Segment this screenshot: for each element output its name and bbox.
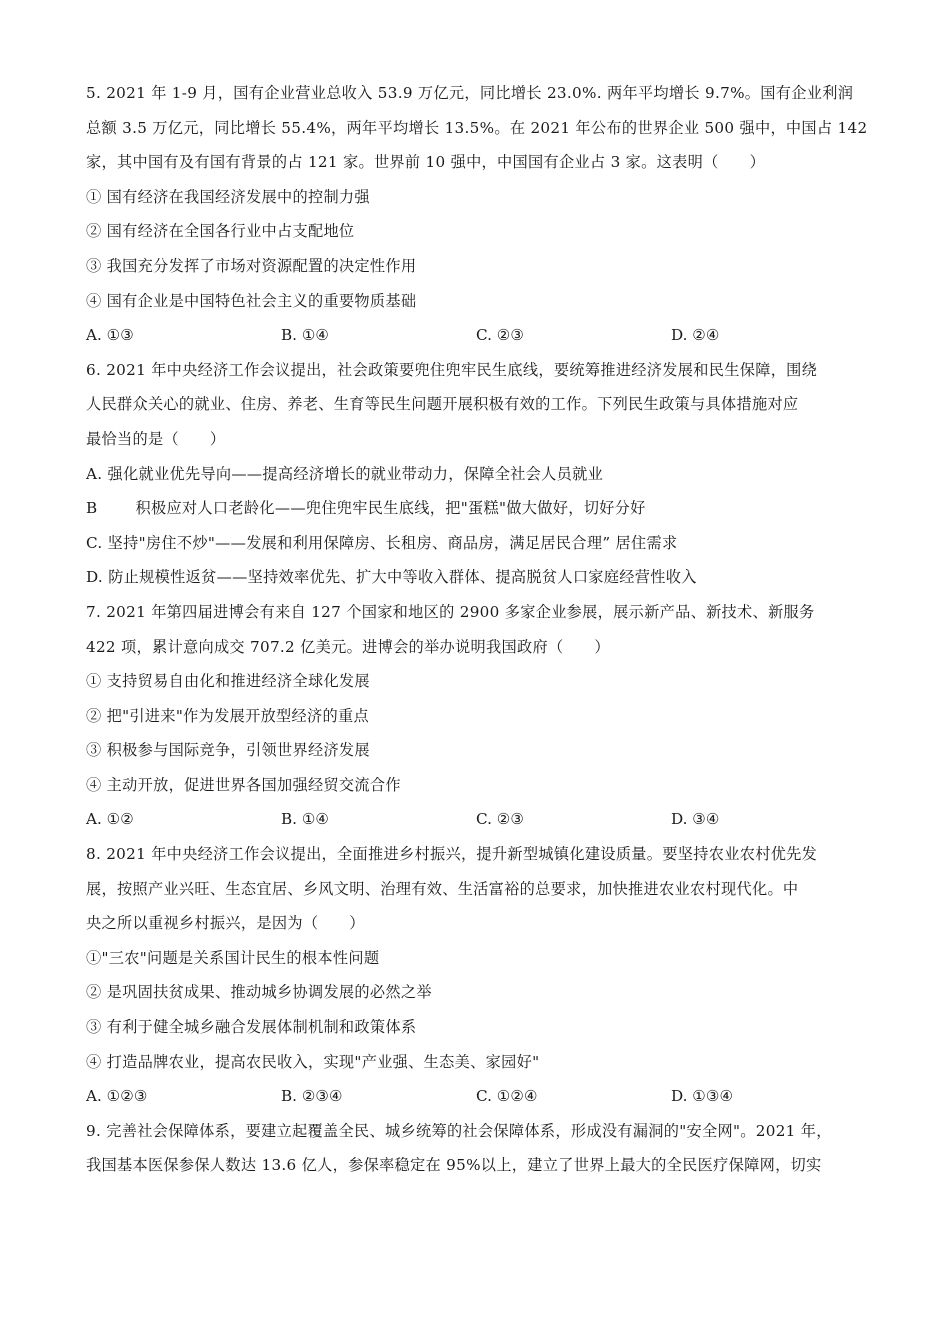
question-7-stem-line: 7. 2021 年第四届进博会有来自 127 个国家和地区的 2900 多家企业参展，展示新产品、新技术、新服务: [86, 602, 815, 621]
question-5-item: ② 国有经济在全国各行业中占支配地位: [86, 222, 355, 241]
question-8-stem-line: 央之所以重视乡村振兴，是因为（ ）: [86, 914, 365, 933]
option-c: C. ②③: [476, 810, 524, 829]
option-a: A. 强化就业优先导向——提高经济增长的就业带动力，保障全社会人员就业: [86, 464, 604, 483]
question-8-item: ② 是巩固扶贫成果、推动城乡协调发展的必然之举: [86, 983, 432, 1002]
question-8-options: [86, 1079, 866, 1114]
question-9-stem-line: 我国基本医保参保人数达 13.6 亿人，参保率稳定在 95%以上，建立了世界上最大的全民医疗保障网，切实: [86, 1156, 822, 1175]
question-8-item: ④ 打造品牌农业，提高农民收入，实现"产业强、生态美、家园好": [86, 1052, 540, 1071]
option-a: A. ①③: [86, 326, 134, 345]
question-7-item: ③ 积极参与国际竞争，引领世界经济发展: [86, 741, 370, 760]
option-c: C. 坚持"房住不炒"——发展和利用保障房、长租房、商品房，满足居民合理” 居住需求: [86, 533, 678, 552]
question-5-item: ① 国有经济在我国经济发展中的控制力强: [86, 187, 370, 206]
exam-page: [86, 76, 866, 1183]
question-5-stem-line: 家，其中国有及有国有背景的占 121 家。世界前 10 强中，中国国有企业占 3 家。这表明（ ）: [86, 153, 766, 172]
question-5-stem-line: 5. 2021 年 1-9 月，国有企业营业总收入 53.9 万亿元，同比增长 23.0%. 两年平均增长 9.7%。国有企业利润: [86, 84, 854, 102]
question-8-stem-line: 展，按照产业兴旺、生态宜居、乡风文明、治理有效、生活富裕的总要求，加快推进农业农村现代化。中: [86, 879, 799, 898]
question-9-stem-line: 9. 完善社会保障体系，要建立起覆盖全民、城乡统筹的社会保障体系，形成没有漏洞的"安全网"。2021 年，: [86, 1121, 832, 1140]
option-b-letter: B: [86, 499, 98, 518]
option-c: C. ②③: [476, 326, 524, 345]
question-5-stem-line: 总额 3.5 万亿元，同比增长 55.4%，两年平均增长 13.5%。在 2021 年公布的世界企业 500 强中，中国占 142: [86, 118, 868, 137]
question-5: [86, 76, 866, 353]
question-8: [86, 837, 866, 1114]
question-9: [86, 1114, 866, 1183]
question-5-item: ④ 国有企业是中国特色社会主义的重要物质基础: [86, 291, 417, 310]
question-7-item: ① 支持贸易自由化和推进经济全球化发展: [86, 672, 370, 691]
question-6: [86, 353, 866, 595]
option-b: B. ①④: [281, 810, 330, 829]
question-5-item: ③ 我国充分发挥了市场对资源配置的决定性作用: [86, 256, 417, 275]
question-7: [86, 595, 866, 837]
option-b: [86, 491, 866, 526]
option-d: D. ③④: [671, 810, 720, 829]
question-6-stem-line: 最恰当的是（ ）: [86, 429, 226, 448]
question-8-stem-line: 8. 2021 年中央经济工作会议提出，全面推进乡村振兴，提升新型城镇化建设质量。要坚持农业农村优先发: [86, 845, 818, 864]
question-6-stem-line: 人民群众关心的就业、住房、养老、生育等民生问题开展积极有效的工作。下列民生政策与具体措施对应: [86, 395, 799, 414]
option-c: C. ①②④: [476, 1087, 538, 1106]
option-d: D. ①③④: [671, 1087, 734, 1106]
question-7-item: ② 把"引进来"作为发展开放型经济的重点: [86, 706, 369, 725]
question-7-stem-line: 422 项，累计意向成交 707.2 亿美元。进博会的举办说明我国政府（ ）: [86, 637, 610, 656]
question-6-stem-line: 6. 2021 年中央经济工作会议提出，社会政策要兜住兜牢民生底线，要统筹推进经济发展和民生保障，围绕: [86, 360, 818, 379]
option-d: D. 防止规模性返贫——坚持效率优先、扩大中等收入群体、提高脱贫人口家庭经营性收入: [86, 568, 697, 587]
option-b: B. ①④: [281, 326, 330, 345]
question-5-options: [86, 318, 866, 353]
option-a: A. ①②③: [86, 1087, 148, 1106]
option-b: B. ②③④: [281, 1087, 343, 1106]
question-7-options: [86, 802, 866, 837]
question-8-item: ③ 有利于健全城乡融合发展体制机制和政策体系: [86, 1018, 417, 1037]
question-7-item: ④ 主动开放，促进世界各国加强经贸交流合作: [86, 775, 401, 794]
question-8-item: ①"三农"问题是关系国计民生的根本性问题: [86, 948, 380, 967]
option-b-text: 积极应对人口老龄化——兜住兜牢民生底线，把"蛋糕"做大做好，切好分好: [135, 499, 646, 518]
option-a: A. ①②: [86, 810, 134, 829]
option-d: D. ②④: [671, 326, 720, 345]
